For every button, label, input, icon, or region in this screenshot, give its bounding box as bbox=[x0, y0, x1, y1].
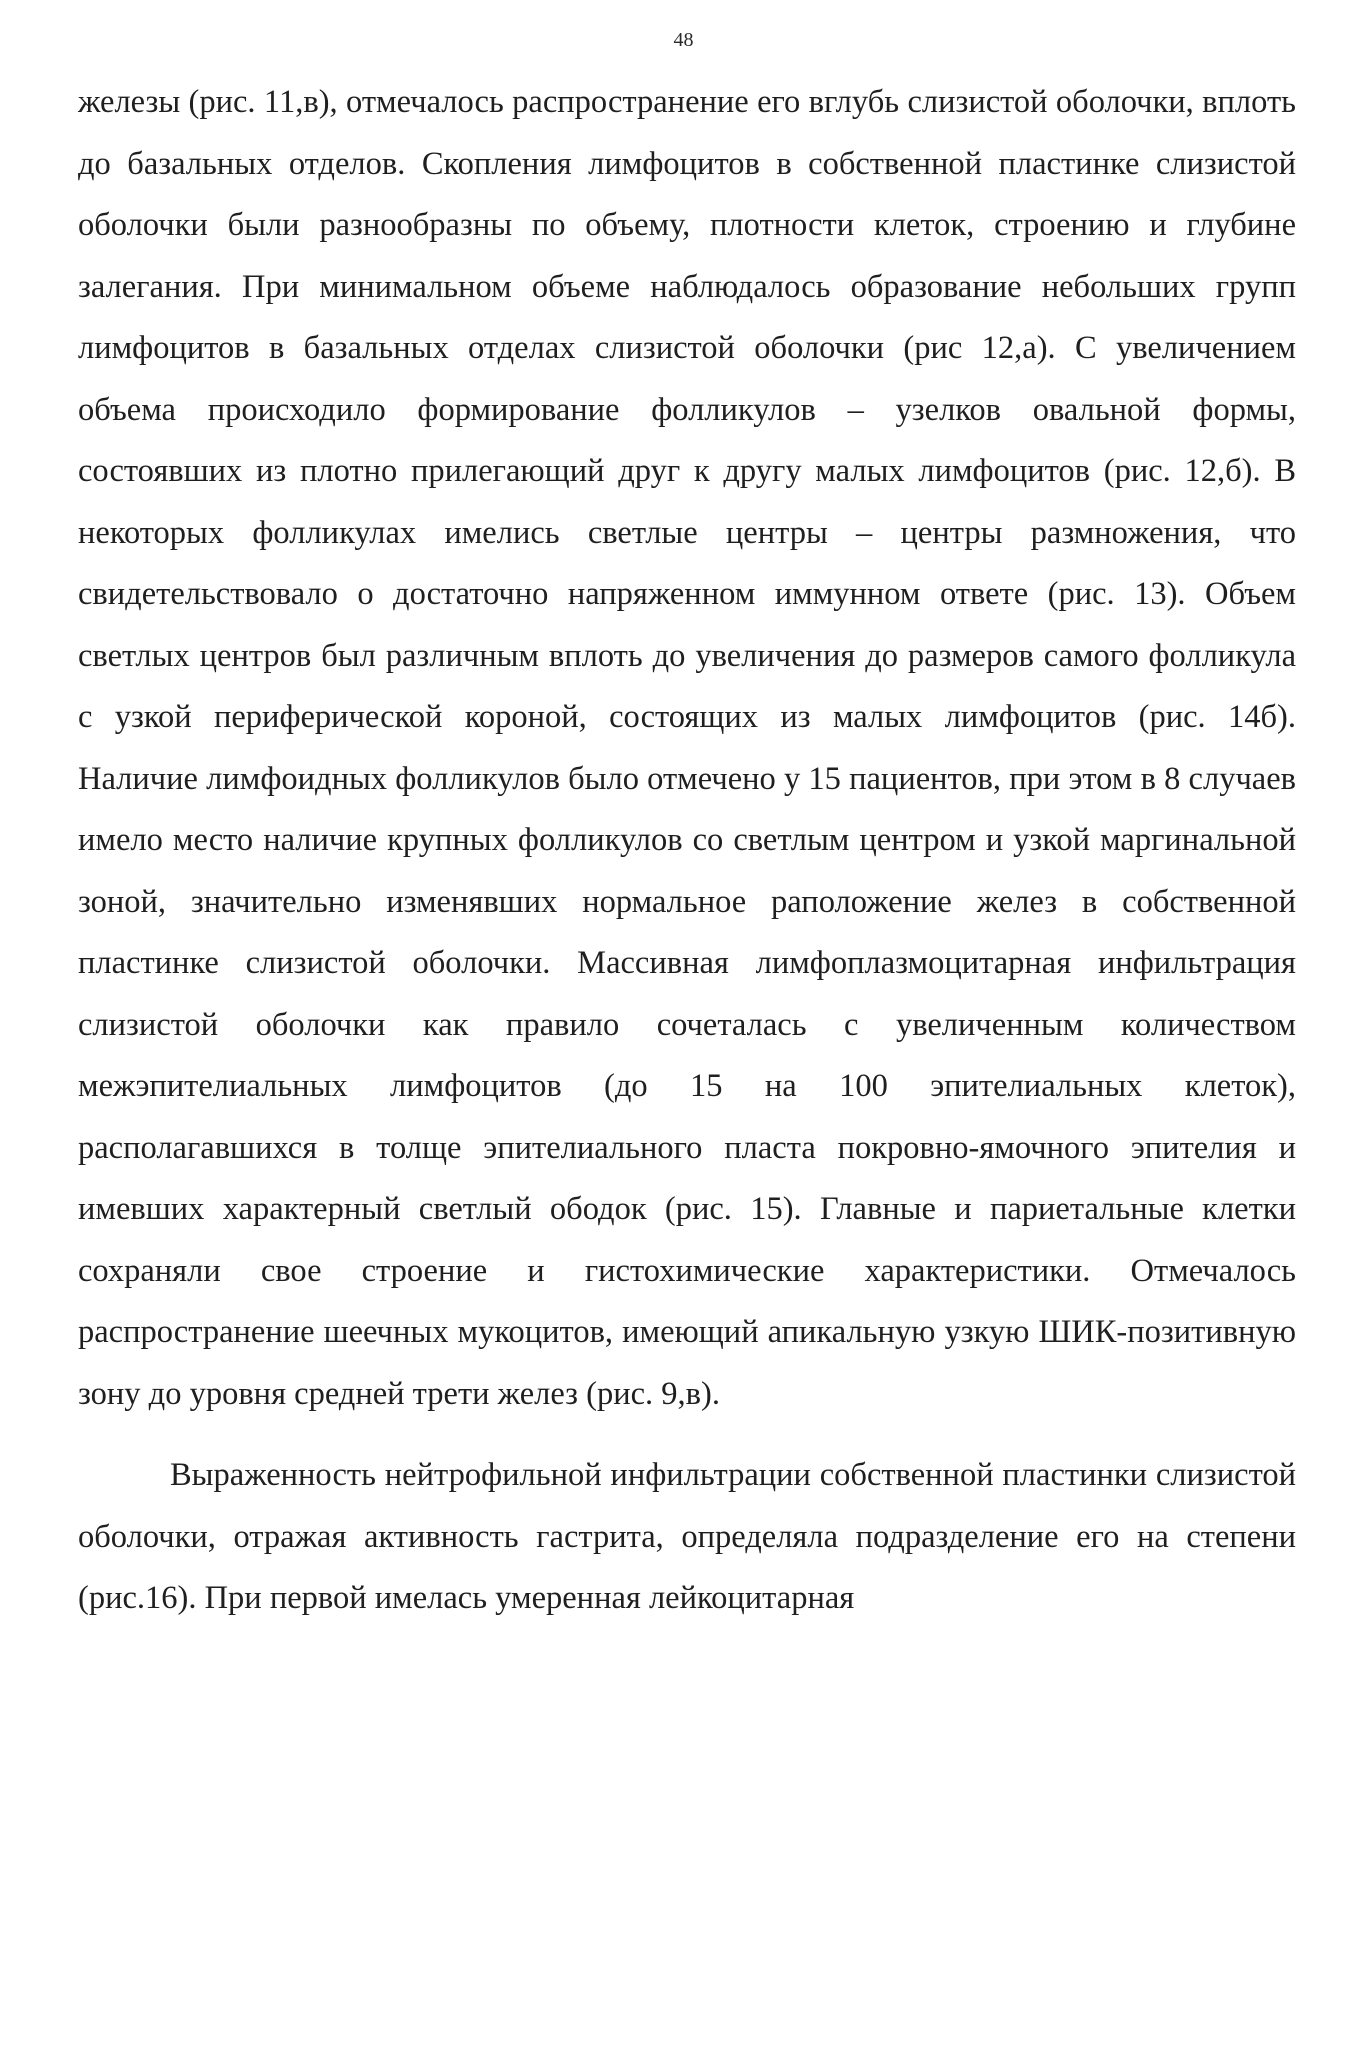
paragraph-neutrophil-infiltration: Выраженность нейтрофильной инфильтрации собственной пластинки слизистой оболочки, отражая активность гастрита, определяла подразделение его на степени (рис.16). При первой имелась умеренная лейкоцитарная bbox=[78, 1457, 1296, 1616]
paragraph-lymphoid-infiltration: железы (рис. 11,в), отмечалось распространение его вглубь слизистой оболочки, вплоть до базальных отделов. Скопления лимфоцитов в собственной пластинке слизистой оболочки были разнообразны по объему, плотности клеток, строению и глубине залегания. При минимальном объеме наблюдалось образование небольших групп лимфоцитов в базальных отделах слизистой оболочки (рис 12,а). С увеличением объема происходило формирование фолликулов – узелков овальной формы, состоявших из плотно прилегающий друг к другу малых лимфоцитов (рис. 12,б). В некоторых фолликулах имелись светлые центры – центры размножения, что свидетельствовало о достаточно напряженном иммунном ответе (рис. 13). Объем светлых центров был различным вплоть до увеличения до размеров самого фолликула с узкой периферической короной, состоящих из малых лимфоцитов (рис. 14б). Наличие лимфоидных фолликулов было отмечено у 15 пациентов, при этом в 8 случаев имело место наличие крупных фолликулов со светлым центром и узкой маргинальной зоной, значительно изменявших нормальное раположение желез в собственной пластинке слизистой оболочки. Массивная лимфоплазмоцитарная инфильтрация слизистой оболочки как правило сочеталась с увеличенным количеством межэпителиальных лимфоцитов (до 15 на 100 эпителиальных клеток), располагавшихся в толще эпителиального пласта покровно-ямочного эпителия и имевших характерный светлый ободок (рис. 15). Главные и париетальные клетки сохраняли свое строение и гистохимические характеристики. Отмечалось распространение шеечных мукоцитов, имеющий апикальную узкую ШИК-позитивную зону до уровня средней трети желез (рис. 9,в). bbox=[78, 84, 1296, 1412]
body-text bbox=[78, 72, 1296, 1630]
page-number: 48 bbox=[673, 29, 694, 51]
